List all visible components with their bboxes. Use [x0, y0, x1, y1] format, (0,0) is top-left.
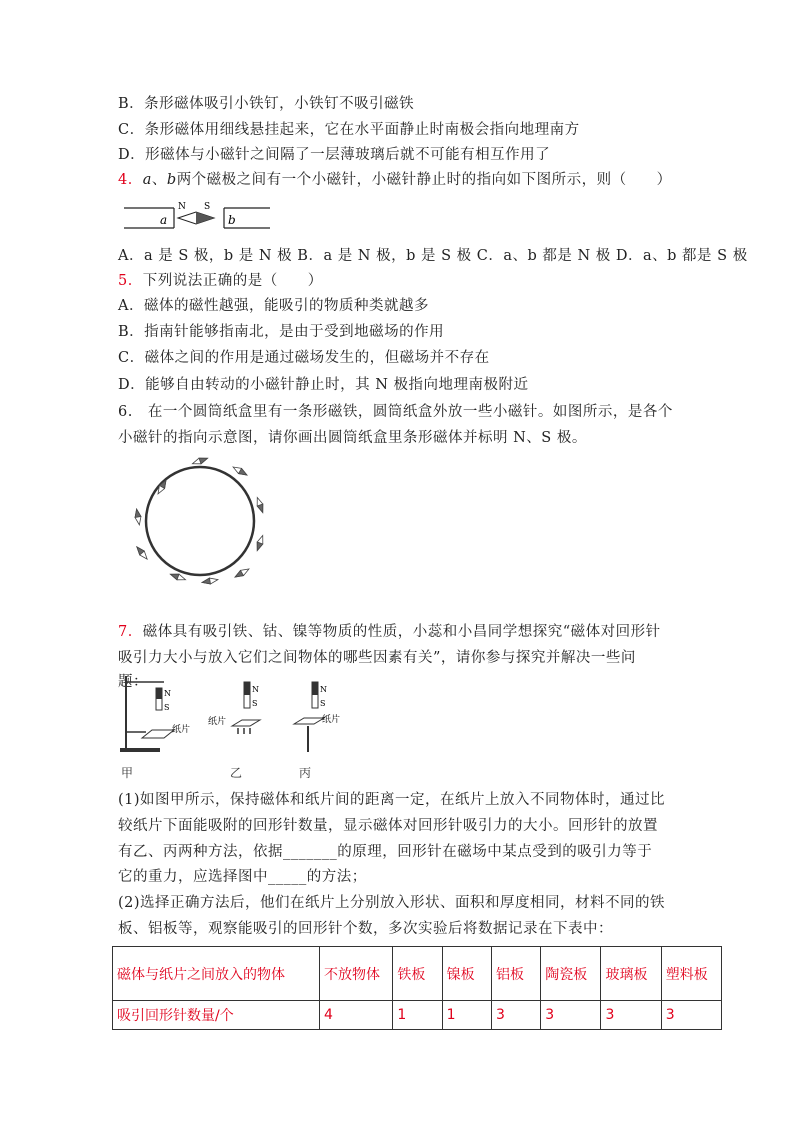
jia-paper-label: 纸片: [172, 725, 191, 735]
table-cell: 1: [442, 1001, 491, 1030]
question-7-line-2: 吸引力大小与放入它们之间物体的哪些因素有关”，请你参与探究并解决一些问: [118, 650, 636, 666]
part-1-line-1: (1)如图甲所示，保持磁体和纸片间的距离一定，在纸片上放入不同物体时，通过比: [118, 792, 666, 808]
q3-option-d: D．形磁体与小磁针之间隔了一层薄玻璃后就不可能有相互作用了: [118, 147, 551, 163]
part-2-line-2: 板、铝板等，观察能吸引的回形针个数，多次实验后将数据记录在下表中：: [118, 921, 613, 937]
q5-option-a: A．磁体的磁性越强，能吸引的物质种类就越多: [118, 298, 429, 314]
table-cell: 磁体与纸片之间放入的物体: [113, 947, 320, 1001]
table-cell: 铝板: [491, 947, 540, 1001]
question-4: [118, 170, 672, 190]
question-4-options: A．a 是 S 极，b 是 N 极 B．a 是 N 极，b 是 S 极 C．a、b 都是 N 极 D．a、b 都是 S 极: [118, 248, 748, 264]
table-cell: 4: [320, 1001, 393, 1030]
table-cell: 吸引回形针数量/个: [113, 1001, 320, 1030]
yi-n-label: N: [252, 685, 259, 694]
table-cell: 不放物体: [320, 947, 393, 1001]
jia-n-label: N: [164, 689, 171, 698]
question-text: 下列说法正确的是（ ）: [142, 273, 323, 289]
q5-option-d: D．能够自由转动的小磁针静止时，其 N 极指向地理南极附近: [118, 377, 529, 393]
question-text: 两个磁极之间有一个小磁针，小磁针静止时的指向如下图所示，则（ ）: [176, 172, 672, 188]
pole-a-label: a: [142, 172, 152, 188]
compass-circle-figure: [118, 455, 278, 590]
table-header-row: [113, 947, 722, 1001]
caption-yi: 乙: [230, 766, 243, 780]
q3-option-c: C．条形磁体用细线悬挂起来，它在水平面静止时南极会指向地理南方: [118, 122, 580, 138]
q3-option-b: B．条形磁体吸引小铁钉，小铁钉不吸引磁铁: [118, 96, 415, 112]
question-number: 4．: [118, 172, 143, 188]
part-2-line-1: (2)选择正确方法后，他们在纸片上分别放入形状、面积和厚度相同，材料不同的铁: [118, 895, 666, 911]
table-cell: 3: [491, 1001, 540, 1030]
part-1-line-2: 较纸片下面能吸附的回形针数量，显示磁体对回形针吸引力的大小。回形针的放置: [118, 818, 658, 834]
table-cell: 1: [393, 1001, 442, 1030]
question-6-line-1: 6. 在一个圆筒纸盒里有一条形磁铁，圆筒纸盒外放一些小磁针。如图所示，是各个: [118, 404, 673, 420]
pole-b-label: b: [166, 172, 177, 188]
q5-option-b: B．指南针能够指南北，是由于受到地磁场的作用: [118, 324, 445, 340]
table-cell: 铁板: [393, 947, 442, 1001]
separator: 、: [151, 172, 167, 188]
magnets-needle-figure: [122, 198, 272, 236]
caption-bing: 丙: [299, 766, 312, 780]
bing-s-label: S: [320, 699, 326, 708]
table-cell: 玻璃板: [601, 947, 661, 1001]
table-cell: 塑料板: [661, 947, 721, 1001]
question-7-line-1: [118, 622, 661, 642]
needle-s-label: S: [204, 202, 211, 212]
table-cell: 陶瓷板: [541, 947, 601, 1001]
data-table: [112, 946, 722, 1030]
part-1-line-4: 它的重力，应选择图中_____的方法；: [118, 869, 367, 885]
table-cell: 3: [601, 1001, 661, 1030]
table-row: [113, 1001, 722, 1030]
question-number: 5．: [118, 273, 143, 289]
magnet-a-label: a: [160, 213, 168, 227]
question-number: 7．: [118, 624, 143, 640]
table-cell: 镍板: [442, 947, 491, 1001]
table-cell: 3: [661, 1001, 721, 1030]
question-5: [118, 271, 323, 291]
needle-n-label: N: [178, 202, 186, 212]
part-1-line-3: 有乙、丙两种方法，依据_______的原理，回形针在磁场中某点受到的吸引力等于: [118, 844, 653, 860]
caption-jia: 甲: [121, 766, 134, 780]
question-6-line-2: 小磁针的指向示意图，请你画出圆筒纸盒里条形磁体并标明 N、S 极。: [118, 430, 587, 446]
bing-paper-label: 纸片: [322, 715, 341, 725]
question-7-line-3: 题：: [118, 674, 148, 690]
apparatus-figure: [112, 668, 362, 778]
jia-s-label: S: [164, 703, 170, 712]
yi-s-label: S: [252, 699, 258, 708]
question-text: 磁体具有吸引铁、钴、镍等物质的性质，小蕊和小昌同学想探究“磁体对回形针: [142, 624, 661, 640]
q5-option-c: C．磁体之间的作用是通过磁场发生的，但磁场并不存在: [118, 350, 490, 366]
magnet-b-label: b: [228, 213, 236, 227]
table-cell: 3: [541, 1001, 601, 1030]
bing-n-label: N: [320, 685, 327, 694]
yi-paper-label: 纸片: [208, 717, 227, 727]
